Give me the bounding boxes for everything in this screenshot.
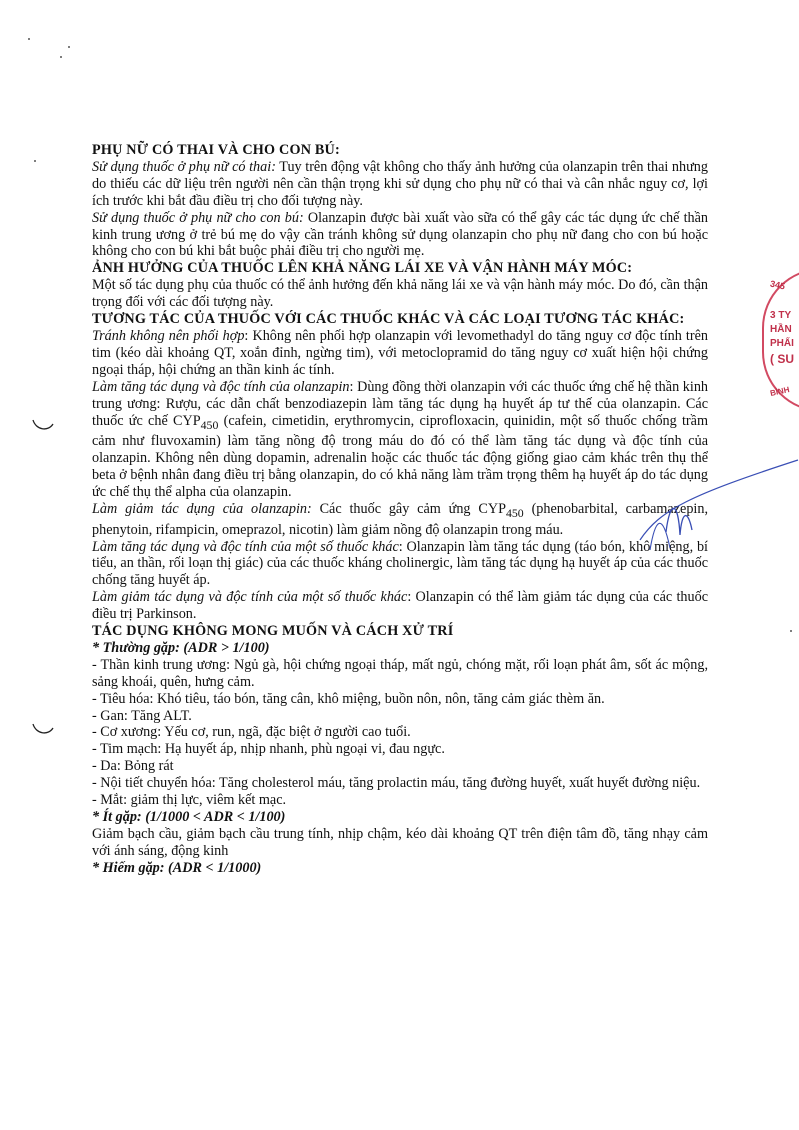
punch-hole-mark xyxy=(32,418,54,432)
lead-decrease: Làm giảm tác dụng của olanzapin: xyxy=(92,500,312,517)
stamp-text: 3 TY xyxy=(770,310,792,321)
paragraph-uncommon: Giảm bạch cầu, giảm bạch cầu trung tính, nhịp chậm, kéo dài khoảng QT trên điện tâm đồ, tăng nhạy cảm với ánh sáng, động kinh xyxy=(92,825,708,859)
stamp-text: PHẨI xyxy=(770,338,794,349)
list-item: - Gan: Tăng ALT. xyxy=(92,707,192,724)
lead-other-decrease: Làm giảm tác dụng và độc tính của một số thuốc khác xyxy=(92,589,408,606)
list-item: - Tiêu hóa: Khó tiêu, táo bón, tăng cân, khô miệng, buồn nôn, nôn, tăng cảm giác thèm ăn. xyxy=(92,690,605,707)
list-item: - Mắt: giảm thị lực, viêm kết mạc. xyxy=(92,792,287,809)
sub-cyp-decrease: 450 xyxy=(505,505,524,520)
lead-increase: Làm tăng tác dụng và độc tính của olanzapin xyxy=(92,378,350,395)
list-item: - Cơ xương: Yếu cơ, run, ngã, đặc biệt ở người cao tuổi. xyxy=(92,724,411,741)
stamp-text: ( SU xyxy=(770,352,794,366)
stamp-text: BÌNH xyxy=(769,385,791,398)
lead-pregnant: Sử dụng thuốc ở phụ nữ có thai: xyxy=(92,158,276,175)
list-item: - Nội tiết chuyển hóa: Tăng cholesterol máu, tăng prolactin máu, tăng đường huyết, xuất huyết đường niệu. xyxy=(92,775,701,792)
uncommon-title: * Ít gặp: (1/1000 < ADR < 1/100) xyxy=(92,809,286,825)
paragraph-decrease xyxy=(92,501,708,539)
paragraph-other-increase xyxy=(92,539,708,590)
rare-title: * Hiếm gặp: (ADR < 1/1000) xyxy=(92,859,262,876)
scan-speck xyxy=(790,630,792,632)
text-avoid: : Không nên phối hợp olanzapin với levomethadyl do tăng nguy cơ độc tính trên tim (kéo dài khoảng QT, xoắn đỉnh, ngừng tim), với metoclopramid do tăng nguy cơ xuất hiện hội chứng ngoại tháp, hội chứng an thần kinh ác tính. xyxy=(92,327,708,378)
paragraph-nursing xyxy=(92,210,708,261)
text-decrease-1: Các thuốc gây cảm ứng CYP xyxy=(311,500,506,517)
scan-speck xyxy=(28,38,30,40)
stamp-text: HẦN xyxy=(770,324,792,335)
text-other-decrease: : Olanzapin có thể làm giảm tác dụng của các thuốc điều trị Parkinson. xyxy=(92,589,708,623)
scan-speck xyxy=(60,56,62,58)
lead-nursing: Sử dụng thuốc ở phụ nữ cho con bú: xyxy=(92,209,304,226)
text-increase-2: (cafein, cimetidin, erythromycin, ciprofloxacin, quinidin, một số thuốc chống trầm cảm như fluvoxamin) làm tăng nồng độ trong máu do đó có thể làm tăng tác dụng và độc tính của olanzapin. Không nên dùng dopamin, adrenalin hoặc các thuốc tác động giống giao cảm khác trên thụ thể beta ở bệnh nhân đang điều trị bằng olanzapin, do có khả năng làm trầm trọng thêm hạ huyết áp do tác dụng ức chế thụ thể alpha của olanzapin. xyxy=(92,412,708,500)
scan-speck xyxy=(68,46,70,48)
sub-cyp-increase: 450 xyxy=(200,417,219,432)
paragraph-other-decrease xyxy=(92,589,708,623)
list-item: - Thần kinh trung ương: Ngủ gà, hội chứng ngoại tháp, mất ngủ, chóng mặt, rối loạn phát âm, sốt ác mộng, sảng khoái, quên, hưng cảm. xyxy=(92,656,708,690)
leaflet-page xyxy=(92,142,708,877)
section-title-driving: ẢNH HƯỞNG CỦA THUỐC LÊN KHẢ NĂNG LÁI XE VÀ VẬN HÀNH MÁY MÓC: xyxy=(92,260,633,277)
section-title-pregnancy: PHỤ NỮ CÓ THAI VÀ CHO CON BÚ: xyxy=(92,142,340,158)
text-increase-1: : Dùng đồng thời olanzapin với các thuốc ứng chế hệ thần kinh trung ương: Rượu, các dẫn chất benzodiazepin làm tăng tác dụng hạ huyết áp tư thế của olanzapin. Các thuốc ức chế CYP xyxy=(92,378,709,429)
paragraph-driving: Một số tác dụng phụ của thuốc có thể ảnh hưởng đến khả năng lái xe và vận hành máy móc. Do đó, cần thận trọng đối với các đối tượng này. xyxy=(92,277,708,311)
lead-other-increase: Làm tăng tác dụng và độc tính của một số thuốc khác xyxy=(92,538,399,555)
lead-avoid: Tránh không nên phối hợp xyxy=(92,327,245,344)
list-item: - Tim mạch: Hạ huyết áp, nhịp nhanh, phù ngoại vi, đau ngực. xyxy=(92,741,445,758)
list-item: - Da: Bỏng rát xyxy=(92,758,174,775)
text-other-increase: : Olanzapin làm tăng tác dụng (táo bón, khô miệng, bí tiểu, an thần, rối loạn thị giác) của các thuốc kháng cholinergic, làm tăng tác dụng hạ huyết áp của các thuốc chống tăng huyết áp. xyxy=(92,538,708,589)
common-title: * Thường gặp: (ADR > 1/100) xyxy=(92,639,270,656)
paragraph-pregnant xyxy=(92,159,708,210)
text-nursing: Olanzapin được bài xuất vào sữa có thể gây các tác dụng ức chế thần kinh trung ương ở trẻ bú mẹ do vậy cần tránh không sử dụng olanzapin cho phụ nữ đang cho con bú hoặc không cho con bú khi bắt buộc phải điều trị cho người mẹ. xyxy=(92,209,708,260)
section-title-interactions: TƯƠNG TÁC CỦA THUỐC VỚI CÁC THUỐC KHÁC VÀ CÁC LOẠI TƯƠNG TÁC KHÁC: xyxy=(92,311,685,328)
company-stamp xyxy=(762,268,799,408)
section-title-adverse: TÁC DỤNG KHÔNG MONG MUỐN VÀ CÁCH XỬ TRÍ xyxy=(92,623,454,640)
text-decrease-2: (phenobarbital, carbamazepin, phenytoin, rifampicin, omeprazol, nicotin) làm giảm nồng độ olanzapin trong máu. xyxy=(92,500,708,538)
paragraph-increase xyxy=(92,379,708,501)
text-pregnant: Tuy trên động vật không cho thấy ảnh hưởng của olanzapin trên thai nhưng do thiếu các dữ liệu trên người nên cần thận trọng khi sử dụng cho phụ nữ có thai và cân nhắc nguy cơ, lợi ích trước khi bắt đầu điều trị cho đối tượng này. xyxy=(92,158,708,209)
paragraph-avoid xyxy=(92,328,708,379)
punch-hole-mark xyxy=(32,722,54,736)
scan-speck xyxy=(34,160,36,162)
stamp-text: 345 xyxy=(769,278,787,292)
